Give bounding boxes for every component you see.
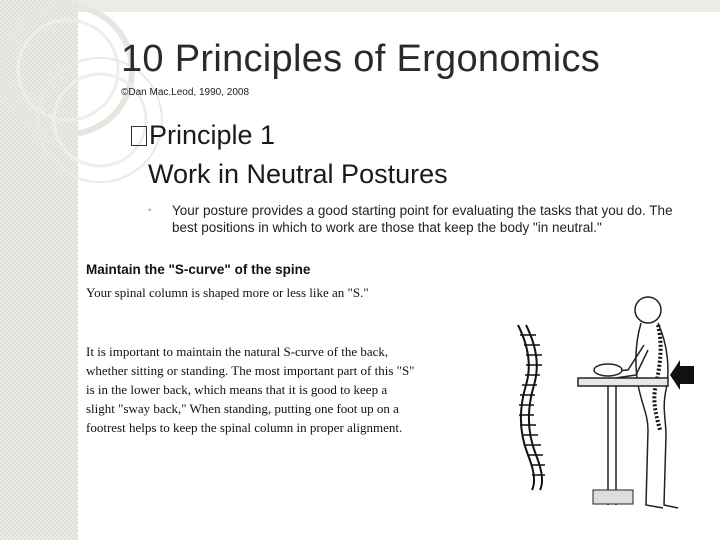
black-arrow-left-icon: [670, 360, 694, 390]
slide-title: 10 Principles of Ergonomics: [121, 38, 601, 80]
paragraph-s-curve: It is important to maintain the natural S-curve of the back, whether sitting or standing. The most important part of this "S" is in the lower back, which means that it is good to keep a slight "sway back," When standing, putting one foot up on a footrest helps to keep the spinal column in proper alignment.: [86, 344, 415, 435]
bullet-circle-icon: ◦: [148, 205, 152, 216]
principle-label: Principle 1: [149, 120, 276, 150]
standing-worker-spine-illustration: [498, 290, 698, 520]
principle-heading: [131, 120, 275, 151]
principle-subheading: Work in Neutral Postures: [148, 159, 448, 189]
paragraph-spinal-column: Your spinal column is shaped more or less like an "S.": [86, 285, 369, 300]
bullet-text: Your posture provides a good starting point for evaluating the tasks that you do. The best positions in which to work are those that keep the body "in neutral.": [172, 203, 673, 235]
copyright-text: ©Dan Mac.Leod, 1990, 2008: [121, 87, 250, 98]
section-heading: Maintain the "S-curve" of the spine: [86, 262, 311, 277]
square-bullet-icon: [131, 126, 147, 146]
